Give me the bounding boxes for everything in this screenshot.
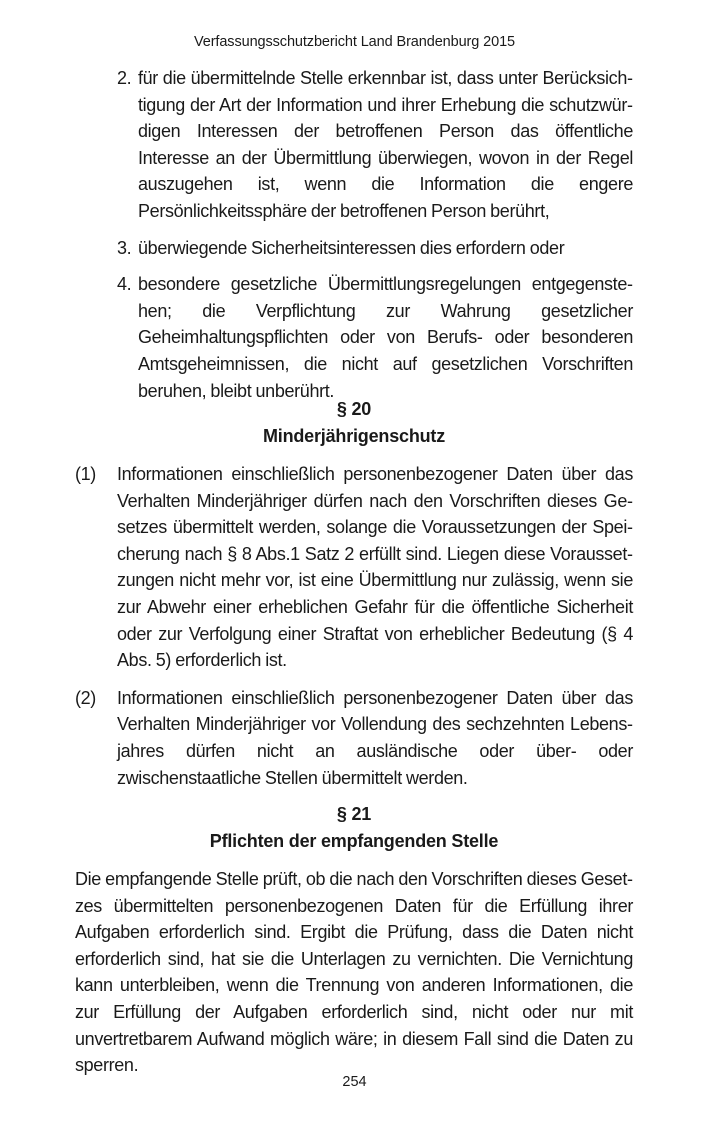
section-title: Pflichten der empfangenden Stelle xyxy=(209,831,499,851)
list-item xyxy=(117,271,633,404)
list-item-text: besondere gesetzliche Übermittlungsregelungen entgegenstehen; die Verpflichtung zur Wahrung gesetzlicher Geheimhaltungspflichten oder von Berufs- oder besonderen Amtsgeheimnissen, die nicht auf gesetzlichen Vorschriften beruhen, bleibt unberührt. xyxy=(138,274,633,401)
section-number: § 20 xyxy=(336,399,372,419)
paragraph-text: Informationen einschließlich personenbezogener Daten über das Verhalten Minderjähriger vor Vollendung des sechzehnten Lebensjahres dürfen nicht an ausländische oder über- oder zwischenstaatliche Stellen übermittelt werden. xyxy=(117,687,633,788)
section-21 xyxy=(75,801,633,1079)
paragraph-number: (1) xyxy=(75,464,96,484)
list-item xyxy=(117,235,633,262)
paragraph-number: (2) xyxy=(75,687,96,708)
list-item-number: 4. xyxy=(117,274,132,295)
section-title: Minderjährigenschutz xyxy=(262,426,446,446)
list-item-number: 2. xyxy=(117,68,132,88)
section-20 xyxy=(75,396,633,791)
section-number: § 21 xyxy=(336,804,372,824)
paragraph xyxy=(75,461,633,674)
running-header: Verfassungsschutzbericht Land Brandenburg 2015 xyxy=(193,34,516,50)
list-item-text: überwiegende Sicherheitsinteressen dies erfordern oder xyxy=(138,237,565,258)
list-item-number: 3. xyxy=(117,237,132,258)
paragraph xyxy=(75,685,633,791)
list-item xyxy=(117,65,633,225)
paragraph-text: Die empfangende Stelle prüft, ob die nach den Vorschriften dieses Gesetzes übermittelten personenbezogenen Daten für die Erfüllung ihrer Aufgaben erforderlich sind. Ergibt die Prüfung, dass die Daten nicht erforderlich sind, hat sie die Unterlagen zu vernichten. Die Vernichtung kann unterbleiben, wenn die Trennung von anderen Informationen, die zur Erfüllung der Aufgaben erforderlich sind, nicht oder nur mit unvertretbarem Aufwand möglich wäre; in diesem Fall sind die Daten zu sperren. xyxy=(75,869,633,1076)
list-item-text: für die übermittelnde Stelle erkennbar ist, dass unter Berücksichtigung der Art der Information und ihrer Erhebung die schutzwürdigen Interessen der betroffenen Person das öffentliche Interesse an der Übermittlung überwiegen, wovon in der Regel auszugehen ist, wenn die Information die engere Persönlichkeitssphäre der betroffenen Person berührt, xyxy=(138,68,633,221)
numbered-list xyxy=(117,65,633,414)
paragraph-text: Informationen einschließlich personenbezogener Daten über das Verhalten Minderjähriger dürfen nach den Vorschriften dieses Gesetzes übermittelt werden, solange die Voraussetzungen der Speicherung nach § 8 Abs.1 Satz 2 erfüllt sind. Liegen diese Voraussetzungen nicht mehr vor, ist eine Übermittlung nur zulässig, wenn sie zur Abwehr einer erheblichen Gefahr für die öffentliche Sicherheit oder zur Verfolgung einer Straftat von erheblicher Bedeutung (§ 4 Abs. 5) erforderlich ist. xyxy=(117,464,633,671)
page-number: 254 xyxy=(342,1074,367,1090)
